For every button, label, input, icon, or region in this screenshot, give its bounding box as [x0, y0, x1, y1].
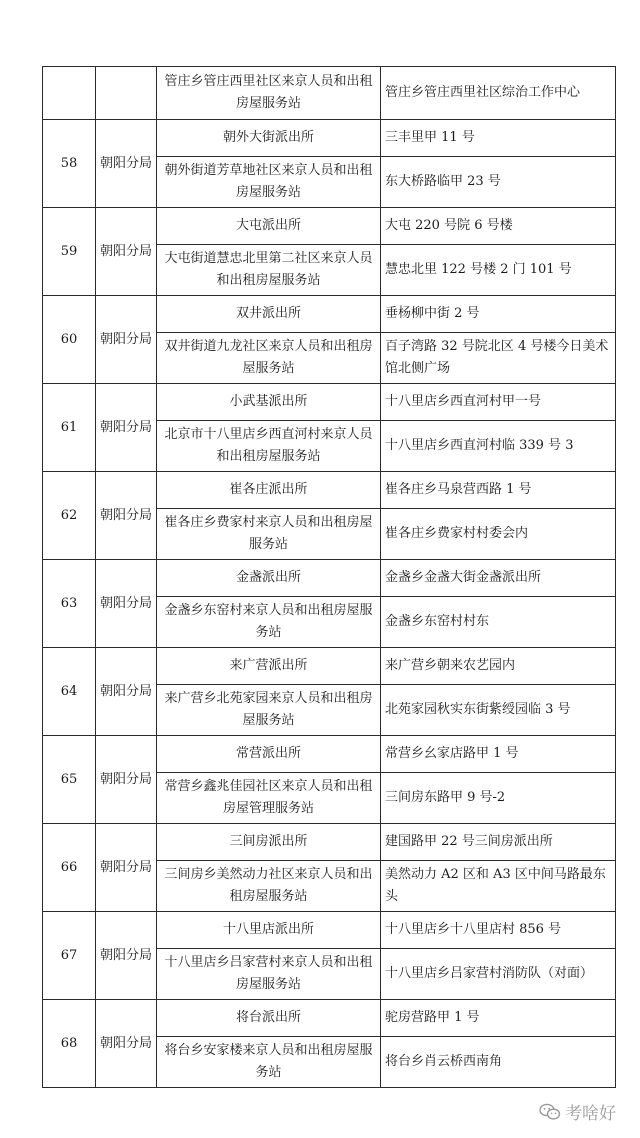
cell-service-address: 十八里店乡西直河村临 339 号 3 — [381, 421, 616, 472]
table-row — [43, 560, 616, 597]
cell-station-address: 垂杨柳中街 2 号 — [381, 296, 616, 333]
table-row — [43, 384, 616, 421]
cell-number: 62 — [43, 472, 96, 560]
cell-station-name: 将台派出所 — [157, 1000, 381, 1037]
cell-branch: 朝阳分局 — [96, 120, 157, 208]
cell-branch: 朝阳分局 — [96, 648, 157, 736]
cell-branch: 朝阳分局 — [96, 384, 157, 472]
cell-service-address: 美然动力 A2 区和 A3 区中间马路最东头 — [381, 861, 616, 912]
cell-service-name: 三间房乡美然动力社区来京人员和出租房屋服务站 — [157, 861, 381, 912]
cell-service-name: 常营乡鑫兆佳园社区来京人员和出租房屋管理服务站 — [157, 773, 381, 824]
table-row — [43, 912, 616, 949]
cell-service-name: 朝外街道芳草地社区来京人员和出租房屋服务站 — [157, 157, 381, 208]
cell-station-address: 来广营乡朝来农艺园内 — [381, 648, 616, 685]
cell-number: 64 — [43, 648, 96, 736]
cell-number: 67 — [43, 912, 96, 1000]
cell-branch: 朝阳分局 — [96, 1000, 157, 1088]
table-row — [43, 736, 616, 773]
cell-number-empty — [43, 67, 96, 120]
cell-number: 65 — [43, 736, 96, 824]
cell-number: 58 — [43, 120, 96, 208]
cell-service-address: 东大桥路临甲 23 号 — [381, 157, 616, 208]
cell-service-name: 将台乡安家楼来京人员和出租房屋服务站 — [157, 1037, 381, 1088]
cell-service-address: 三间房东路甲 9 号-2 — [381, 773, 616, 824]
table-row — [43, 208, 616, 245]
table-row — [43, 472, 616, 509]
cell-station-name: 崔各庄派出所 — [157, 472, 381, 509]
table-row-continued — [43, 67, 616, 120]
cell-service-name: 北京市十八里店乡西直河村来京人员和出租房屋服务站 — [157, 421, 381, 472]
cell-service-name: 崔各庄乡费家村来京人员和出租房屋服务站 — [157, 509, 381, 560]
cell-station-name: 双井派出所 — [157, 296, 381, 333]
cell-station-address: 崔各庄乡马泉营西路 1 号 — [381, 472, 616, 509]
table-row — [43, 1000, 616, 1037]
cell-service-address: 百子湾路 32 号院北区 4 号楼今日美术馆北侧广场 — [381, 333, 616, 384]
cell-number: 68 — [43, 1000, 96, 1088]
cell-number: 66 — [43, 824, 96, 912]
table-row — [43, 296, 616, 333]
cell-station-name: 金盏派出所 — [157, 560, 381, 597]
cell-branch: 朝阳分局 — [96, 560, 157, 648]
watermark — [539, 1099, 616, 1124]
cell-station-name: 十八里店派出所 — [157, 912, 381, 949]
cell-service-name: 大屯街道慧忠北里第二社区来京人员和出租房屋服务站 — [157, 245, 381, 296]
cell-station-name: 常营派出所 — [157, 736, 381, 773]
cell-branch-empty — [96, 67, 157, 120]
table-row — [43, 120, 616, 157]
cell-service-address: 慧忠北里 122 号楼 2 门 101 号 — [381, 245, 616, 296]
cell-station-name: 三间房派出所 — [157, 824, 381, 861]
table-row — [43, 824, 616, 861]
cell-number: 59 — [43, 208, 96, 296]
cell-station-address: 十八里店乡十八里店村 856 号 — [381, 912, 616, 949]
cell-station-address: 金盏乡金盏大街金盏派出所 — [381, 560, 616, 597]
cell-station-address: 驼房营路甲 1 号 — [381, 1000, 616, 1037]
cell-service-address: 北苑家园秋实东街紫绶园临 3 号 — [381, 685, 616, 736]
cell-station-name: 大屯派出所 — [157, 208, 381, 245]
cell-service-name: 管庄乡管庄西里社区来京人员和出租房屋服务站 — [157, 67, 381, 120]
cell-station-name: 小武基派出所 — [157, 384, 381, 421]
cell-service-address: 将台乡肖云桥西南角 — [381, 1037, 616, 1088]
cell-station-address: 十八里店乡西直河村甲一号 — [381, 384, 616, 421]
cell-station-address: 建国路甲 22 号三间房派出所 — [381, 824, 616, 861]
cell-service-address: 管庄乡管庄西里社区综治工作中心 — [381, 67, 616, 120]
cell-branch: 朝阳分局 — [96, 296, 157, 384]
cell-service-address: 金盏乡东窑村村东 — [381, 597, 616, 648]
cell-service-address: 十八里店乡吕家营村消防队（对面） — [381, 949, 616, 1000]
cell-station-address: 大屯 220 号院 6 号楼 — [381, 208, 616, 245]
cell-number: 63 — [43, 560, 96, 648]
cell-service-address: 崔各庄乡费家村村委会内 — [381, 509, 616, 560]
table-row — [43, 648, 616, 685]
cell-number: 60 — [43, 296, 96, 384]
wechat-logo-icon — [539, 1103, 561, 1121]
cell-branch: 朝阳分局 — [96, 824, 157, 912]
table-body — [43, 67, 616, 1088]
cell-service-name: 十八里店乡吕家营村来京人员和出租房屋服务站 — [157, 949, 381, 1000]
cell-station-address: 常营乡幺家店路甲 1 号 — [381, 736, 616, 773]
cell-station-address: 三丰里甲 11 号 — [381, 120, 616, 157]
cell-station-name: 来广营派出所 — [157, 648, 381, 685]
cell-service-name: 双井街道九龙社区来京人员和出租房屋服务站 — [157, 333, 381, 384]
cell-number: 61 — [43, 384, 96, 472]
cell-service-name: 来广营乡北苑家园来京人员和出租房屋服务站 — [157, 685, 381, 736]
police-station-table — [42, 66, 616, 1088]
cell-branch: 朝阳分局 — [96, 912, 157, 1000]
cell-station-name: 朝外大街派出所 — [157, 120, 381, 157]
cell-service-name: 金盏乡东窑村来京人员和出租房屋服务站 — [157, 597, 381, 648]
cell-branch: 朝阳分局 — [96, 472, 157, 560]
watermark-text: 考啥好 — [565, 1104, 616, 1123]
cell-branch: 朝阳分局 — [96, 208, 157, 296]
cell-branch: 朝阳分局 — [96, 736, 157, 824]
